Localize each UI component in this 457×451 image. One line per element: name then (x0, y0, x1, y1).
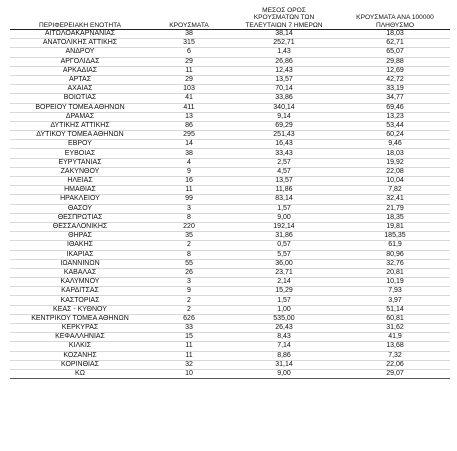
per-100000-cell: 41,9 (340, 333, 450, 342)
seven-day-average-cell: 23,71 (228, 268, 340, 277)
per-100000-cell: 18,03 (340, 30, 450, 39)
per-100000-cell: 33,19 (340, 85, 450, 94)
seven-day-average-cell: 33,43 (228, 149, 340, 158)
cases-cell: 26 (150, 268, 228, 277)
per-100000-cell: 7,82 (340, 186, 450, 195)
table-row (10, 259, 450, 268)
cases-cell: 103 (150, 85, 228, 94)
regional-unit-cell: ΚΟΡΙΝΘΙΑΣ (10, 360, 150, 369)
regional-unit-cell: ΑΙΤΩΛΟΑΚΑΡΝΑΝΙΑΣ (10, 30, 150, 39)
regional-unit-cell: ΑΝΑΤΟΛΙΚΗΣ ΑΤΤΙΚΗΣ (10, 39, 150, 48)
regional-unit-cell: ΗΡΑΚΛΕΙΟΥ (10, 195, 150, 204)
table-row (10, 48, 450, 57)
table-row (10, 121, 450, 130)
regional-unit-cell: ΙΩΑΝΝΙΝΩΝ (10, 259, 150, 268)
per-100000-cell: 53,44 (340, 121, 450, 130)
table-row (10, 57, 450, 66)
per-100000-cell: 18,35 (340, 213, 450, 222)
per-100000-cell: 80,96 (340, 250, 450, 259)
seven-day-average-cell: 9,00 (228, 369, 340, 378)
seven-day-average-cell: 26,43 (228, 324, 340, 333)
regional-unit-cell: ΚΕΡΚΥΡΑΣ (10, 324, 150, 333)
cases-cell: 11 (150, 351, 228, 360)
table-row (10, 94, 450, 103)
per-100000-cell: 19,92 (340, 158, 450, 167)
table-row (10, 158, 450, 167)
table-row (10, 369, 450, 378)
cases-cell: 11 (150, 186, 228, 195)
cases-cell: 6 (150, 48, 228, 57)
per-100000-cell: 60,24 (340, 131, 450, 140)
cases-cell: 2 (150, 305, 228, 314)
table-row (10, 112, 450, 121)
regional-unit-cell: ΘΗΡΑΣ (10, 232, 150, 241)
seven-day-average-cell: 36,00 (228, 259, 340, 268)
seven-day-average-cell: 9,00 (228, 213, 340, 222)
per-100000-cell: 185,35 (340, 232, 450, 241)
seven-day-average-cell: 15,29 (228, 287, 340, 296)
table-row (10, 149, 450, 158)
cases-cell: 15 (150, 333, 228, 342)
seven-day-average-cell: 340,14 (228, 103, 340, 112)
regional-unit-cell: ΔΡΑΜΑΣ (10, 112, 150, 121)
table-row (10, 131, 450, 140)
regional-unit-cell: ΑΧΑΪΑΣ (10, 85, 150, 94)
cases-table (10, 0, 450, 379)
table-row (10, 30, 450, 39)
seven-day-average-cell: 1,57 (228, 204, 340, 213)
table-row (10, 232, 450, 241)
regional-unit-cell: ΚΙΛΚΙΣ (10, 342, 150, 351)
table-row (10, 351, 450, 360)
cases-cell: 33 (150, 324, 228, 333)
per-100000-cell: 13,68 (340, 342, 450, 351)
table-body (10, 30, 450, 379)
regional-unit-cell: ΔΥΤΙΚΗΣ ΑΤΤΙΚΗΣ (10, 121, 150, 130)
per-100000-cell: 10,04 (340, 177, 450, 186)
per-100000-cell: 29,88 (340, 57, 450, 66)
seven-day-average-cell: 31,14 (228, 360, 340, 369)
seven-day-average-cell: 70,14 (228, 85, 340, 94)
per-100000-cell: 60,81 (340, 314, 450, 323)
cases-cell: 38 (150, 30, 228, 39)
seven-day-average-cell: 31,86 (228, 232, 340, 241)
seven-day-average-cell: 1,57 (228, 296, 340, 305)
seven-day-average-cell: 252,71 (228, 39, 340, 48)
cases-cell: 41 (150, 94, 228, 103)
per-100000-cell: 62,71 (340, 39, 450, 48)
table-row (10, 250, 450, 259)
table-row (10, 305, 450, 314)
cases-cell: 16 (150, 177, 228, 186)
per-100000-cell: 9,46 (340, 140, 450, 149)
regional-unit-cell: ΘΑΣΟΥ (10, 204, 150, 213)
table-row (10, 222, 450, 231)
cases-cell: 411 (150, 103, 228, 112)
per-100000-cell: 20,81 (340, 268, 450, 277)
per-100000-cell: 3,97 (340, 296, 450, 305)
cases-cell: 14 (150, 140, 228, 149)
seven-day-average-cell: 535,00 (228, 314, 340, 323)
table-row (10, 85, 450, 94)
regional-unit-cell: ΑΡΓΟΛΙΔΑΣ (10, 57, 150, 66)
seven-day-average-cell: 192,14 (228, 222, 340, 231)
seven-day-average-cell: 8,86 (228, 351, 340, 360)
cases-cell: 3 (150, 278, 228, 287)
seven-day-average-cell: 4,57 (228, 167, 340, 176)
table-row (10, 268, 450, 277)
seven-day-average-cell: 1,00 (228, 305, 340, 314)
cases-cell: 86 (150, 121, 228, 130)
per-100000-cell: 61,9 (340, 241, 450, 250)
cases-cell: 35 (150, 232, 228, 241)
table-row (10, 333, 450, 342)
cases-cell: 8 (150, 250, 228, 259)
table-row (10, 360, 450, 369)
seven-day-average-cell: 13,57 (228, 75, 340, 84)
cases-cell: 99 (150, 195, 228, 204)
per-100000-cell: 13,23 (340, 112, 450, 121)
regional-unit-cell: ΑΡΤΑΣ (10, 75, 150, 84)
regional-unit-cell: ΑΡΚΑΔΙΑΣ (10, 66, 150, 75)
per-100000-cell: 34,77 (340, 94, 450, 103)
per-100000-cell: 69,46 (340, 103, 450, 112)
regional-unit-cell: ΚΟΖΑΝΗΣ (10, 351, 150, 360)
seven-day-average-cell: 7,14 (228, 342, 340, 351)
table-row (10, 186, 450, 195)
seven-day-average-cell: 26,86 (228, 57, 340, 66)
seven-day-average-cell: 2,57 (228, 158, 340, 167)
header-seven-day-average: ΜΕΣΟΣ ΟΡΟΣ ΚΡΟΥΣΜΑΤΩΝ ΤΩΝ ΤΕΛΕΥΤΑΙΩΝ 7 ΗΜΕΡΩΝ (228, 0, 340, 30)
table-row (10, 195, 450, 204)
seven-day-average-cell: 251,43 (228, 131, 340, 140)
table-row (10, 66, 450, 75)
per-100000-cell: 10,19 (340, 278, 450, 287)
regional-unit-cell: ΘΕΣΣΑΛΟΝΙΚΗΣ (10, 222, 150, 231)
cases-cell: 8 (150, 213, 228, 222)
cases-cell: 29 (150, 57, 228, 66)
table-row (10, 177, 450, 186)
per-100000-cell: 12,69 (340, 66, 450, 75)
table-row (10, 314, 450, 323)
seven-day-average-cell: 0,57 (228, 241, 340, 250)
cases-cell: 9 (150, 167, 228, 176)
cases-cell: 9 (150, 287, 228, 296)
table-row (10, 278, 450, 287)
table-row (10, 167, 450, 176)
per-100000-cell: 22,08 (340, 167, 450, 176)
table-row (10, 140, 450, 149)
regional-unit-cell: ΚΑΛΥΜΝΟΥ (10, 278, 150, 287)
regional-unit-cell: ΙΚΑΡΙΑΣ (10, 250, 150, 259)
table-row (10, 324, 450, 333)
per-100000-cell: 22,06 (340, 360, 450, 369)
seven-day-average-cell: 69,29 (228, 121, 340, 130)
per-100000-cell: 18,03 (340, 149, 450, 158)
cases-cell: 38 (150, 149, 228, 158)
cases-cell: 4 (150, 158, 228, 167)
regional-unit-cell: ΚΕΑΣ - ΚΥΘΝΟΥ (10, 305, 150, 314)
table-row (10, 213, 450, 222)
regional-unit-cell: ΚΑΡΔΙΤΣΑΣ (10, 287, 150, 296)
regional-unit-cell: ΚΕΝΤΡΙΚΟΥ ΤΟΜΕΑ ΑΘΗΝΩΝ (10, 314, 150, 323)
cases-cell: 13 (150, 112, 228, 121)
seven-day-average-cell: 16,43 (228, 140, 340, 149)
cases-cell: 11 (150, 66, 228, 75)
per-100000-cell: 32,41 (340, 195, 450, 204)
regional-unit-cell: ΕΥΒΟΙΑΣ (10, 149, 150, 158)
cases-cell: 2 (150, 241, 228, 250)
regional-unit-cell: ΔΥΤΙΚΟΥ ΤΟΜΕΑ ΑΘΗΝΩΝ (10, 131, 150, 140)
regional-unit-cell: ΚΑΒΑΛΑΣ (10, 268, 150, 277)
seven-day-average-cell: 12,43 (228, 66, 340, 75)
regional-unit-cell: ΑΝΔΡΟΥ (10, 48, 150, 57)
cases-cell: 11 (150, 342, 228, 351)
cases-cell: 2 (150, 296, 228, 305)
seven-day-average-cell: 2,14 (228, 278, 340, 287)
table-row (10, 342, 450, 351)
regional-unit-cell: ΕΥΡΥΤΑΝΙΑΣ (10, 158, 150, 167)
cases-cell: 32 (150, 360, 228, 369)
regional-unit-cell: ΒΟΙΩΤΙΑΣ (10, 94, 150, 103)
regional-unit-cell: ΙΘΑΚΗΣ (10, 241, 150, 250)
regional-unit-cell: ΚΩ (10, 369, 150, 378)
regional-unit-cell: ΘΕΣΠΡΩΤΙΑΣ (10, 213, 150, 222)
table-row (10, 241, 450, 250)
regional-unit-cell: ΗΜΑΘΙΑΣ (10, 186, 150, 195)
header-regional-unit: ΠΕΡΙΦΕΡΕΙΑΚΗ ΕΝΟΤΗΤΑ (10, 0, 150, 30)
seven-day-average-cell: 13,57 (228, 177, 340, 186)
cases-cell: 29 (150, 75, 228, 84)
table-row (10, 39, 450, 48)
cases-cell: 3 (150, 204, 228, 213)
seven-day-average-cell: 33,86 (228, 94, 340, 103)
per-100000-cell: 32,76 (340, 259, 450, 268)
table-row (10, 103, 450, 112)
per-100000-cell: 21,79 (340, 204, 450, 213)
header-cases: ΚΡΟΥΣΜΑΤΑ (150, 0, 228, 30)
seven-day-average-cell: 83,14 (228, 195, 340, 204)
table-row (10, 75, 450, 84)
seven-day-average-cell: 8,43 (228, 333, 340, 342)
per-100000-cell: 29,07 (340, 369, 450, 378)
seven-day-average-cell: 11,86 (228, 186, 340, 195)
per-100000-cell: 51,14 (340, 305, 450, 314)
table-header-row (10, 0, 450, 30)
seven-day-average-cell: 38,14 (228, 30, 340, 39)
table-row (10, 204, 450, 213)
per-100000-cell: 19,81 (340, 222, 450, 231)
per-100000-cell: 7,32 (340, 351, 450, 360)
regional-unit-cell: ΚΕΦΑΛΛΗΝΙΑΣ (10, 333, 150, 342)
seven-day-average-cell: 9,14 (228, 112, 340, 121)
cases-cell: 295 (150, 131, 228, 140)
regional-unit-cell: ΚΑΣΤΟΡΙΑΣ (10, 296, 150, 305)
cases-cell: 220 (150, 222, 228, 231)
per-100000-cell: 65,07 (340, 48, 450, 57)
regional-unit-cell: ΖΑΚΥΝΘΟΥ (10, 167, 150, 176)
cases-cell: 626 (150, 314, 228, 323)
cases-cell: 315 (150, 39, 228, 48)
per-100000-cell: 42,72 (340, 75, 450, 84)
regional-unit-cell: ΒΟΡΕΙΟΥ ΤΟΜΕΑ ΑΘΗΝΩΝ (10, 103, 150, 112)
regional-unit-cell: ΗΛΕΙΑΣ (10, 177, 150, 186)
per-100000-cell: 31,62 (340, 324, 450, 333)
table-row (10, 296, 450, 305)
seven-day-average-cell: 5,57 (228, 250, 340, 259)
seven-day-average-cell: 1,43 (228, 48, 340, 57)
cases-cell: 10 (150, 369, 228, 378)
cases-cell: 55 (150, 259, 228, 268)
per-100000-cell: 7,93 (340, 287, 450, 296)
header-cases-per-100000: ΚΡΟΥΣΜΑΤΑ ΑΝΑ 100000 ΠΛΗΘΥΣΜΟ (340, 0, 450, 30)
table-row (10, 287, 450, 296)
regional-unit-cell: ΕΒΡΟΥ (10, 140, 150, 149)
